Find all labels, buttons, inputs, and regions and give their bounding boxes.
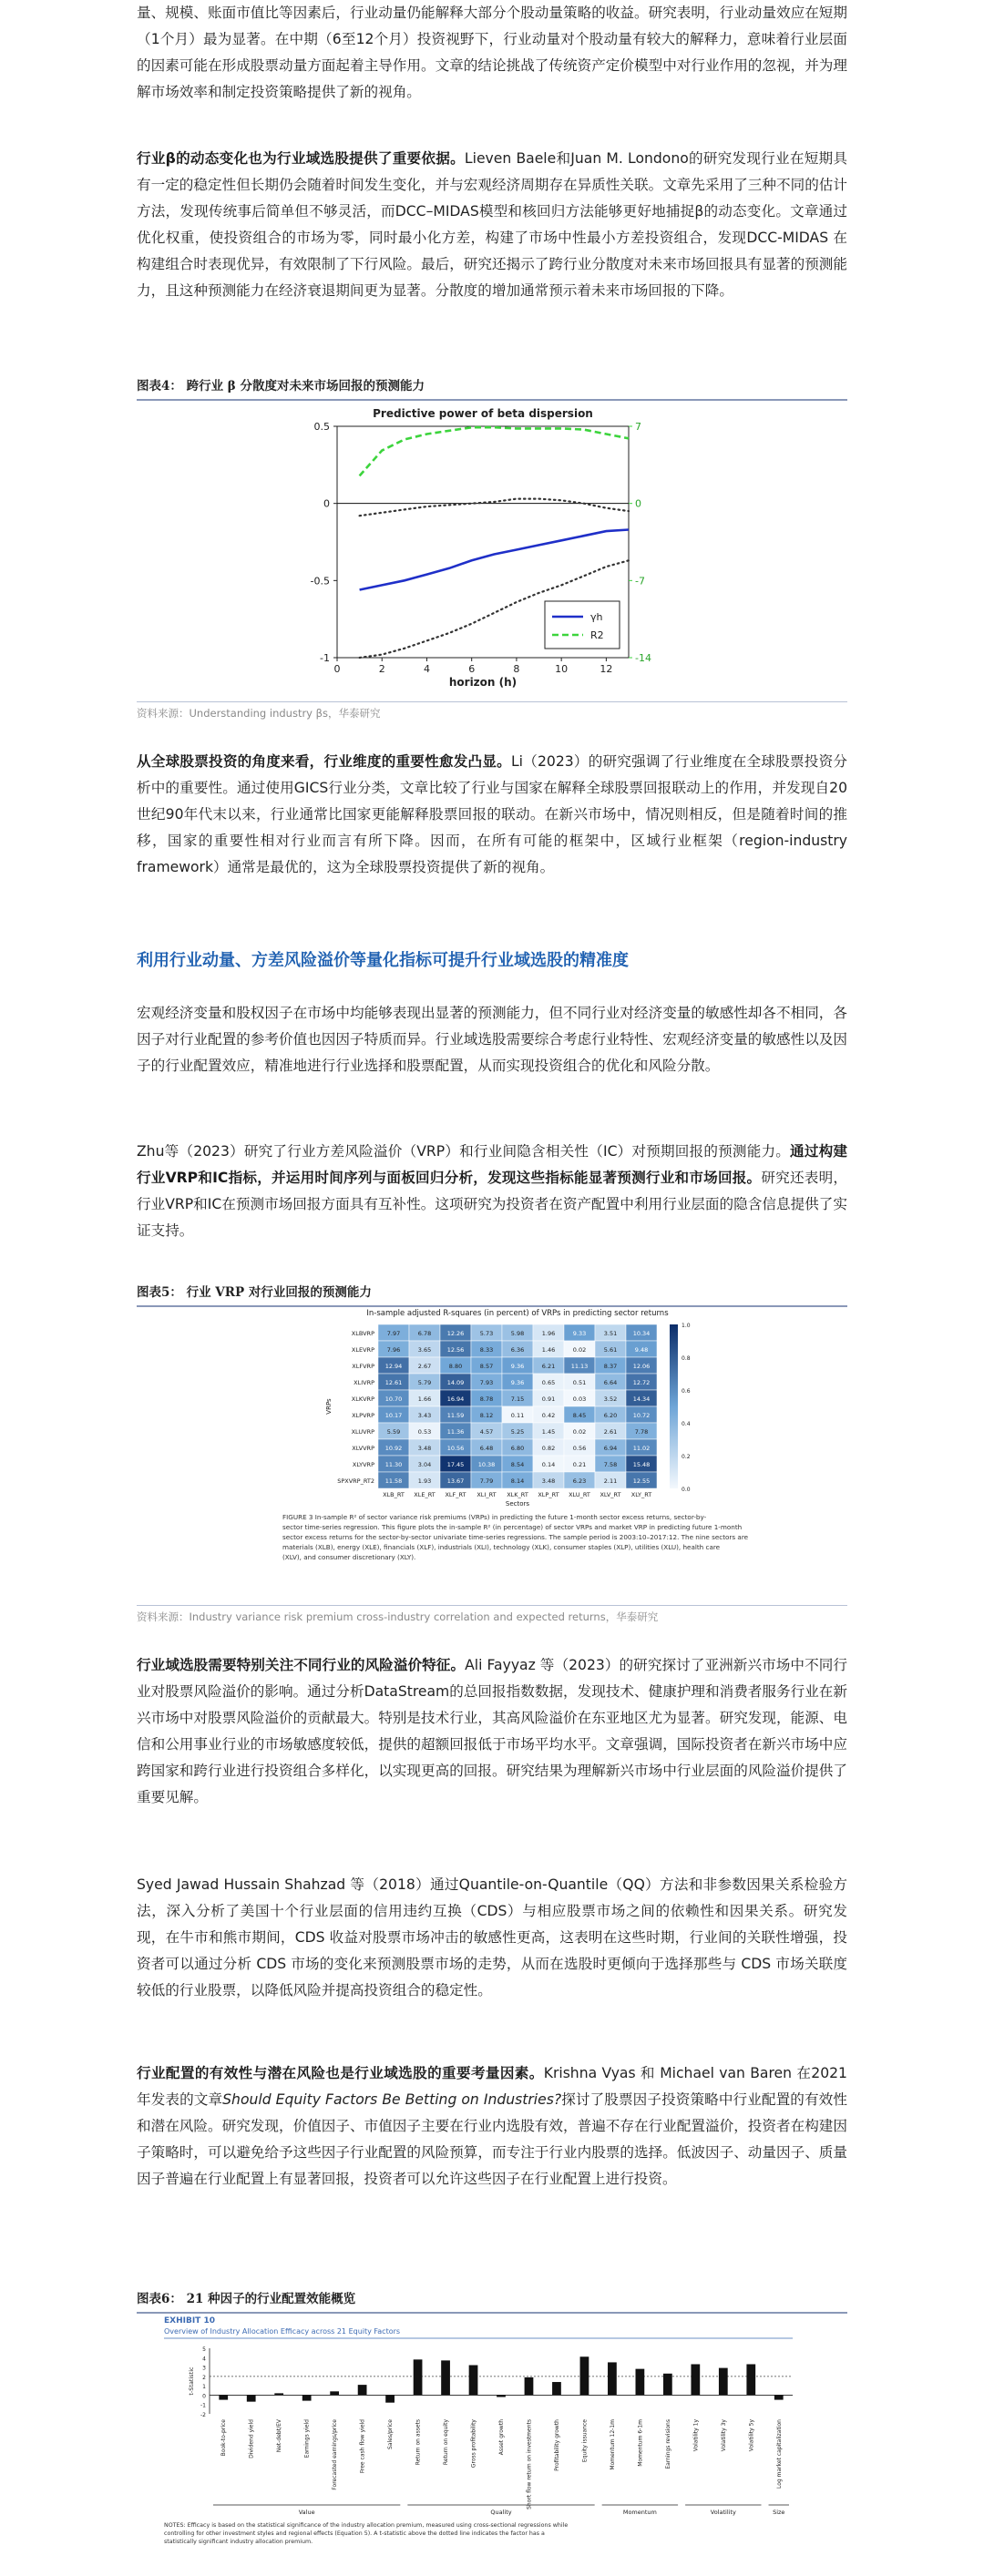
body-text: Ali Fayyaz 等（2023）的研究探讨了亚洲新兴市场中不同行业对股票风险溢价的影响。通过分析DataStream的总回报指数数据，发现技术、健康护理和消费者服务行业在新兴市场中对股票风险溢价的贡献最大。特别是技术行业，其高风险溢价在东亚地区尤为显著。研究发现，能源、电信和公用事业行业的市场敏感度较低，提供的超额回报低于市场平均水平。文章强调，国际投资者在新兴市场中应跨国家和跨行业进行投资组合多样化，以实现更高的回报。研究结果为理解新兴市场中行业层面的风险溢价提供了重要见解。 xyxy=(137,1657,847,1805)
cell-value: 10.70 xyxy=(384,1395,403,1403)
column-label: XLV_RT xyxy=(600,1491,621,1498)
column-label: XLB_RT xyxy=(383,1491,405,1498)
cell-value: 14.34 xyxy=(632,1395,651,1403)
cell-value: 5.79 xyxy=(417,1379,432,1386)
figure-6-chart xyxy=(137,2312,847,2571)
cell-value: 3.48 xyxy=(541,1477,556,1485)
category-label: Momentum 6-1m xyxy=(637,2419,644,2467)
figure-4-chart xyxy=(137,401,847,701)
cell-value: 3.65 xyxy=(417,1346,432,1354)
cell-value: 10.92 xyxy=(384,1445,403,1452)
row-label: XLKVRP xyxy=(351,1395,374,1403)
lead-sentence: 行业配置的有效性与潜在风险也是行业域选股的重要考量因素。 xyxy=(137,2065,544,2081)
cell-value: 2.61 xyxy=(603,1428,618,1436)
cell-value: 7.79 xyxy=(479,1477,494,1485)
category-label: Forecasted earnings/price xyxy=(332,2419,339,2490)
factor-bar xyxy=(774,2395,784,2399)
category-label: Equity issuance xyxy=(581,2419,589,2463)
category-label: Net-debt/EV xyxy=(276,2419,283,2453)
factor-bar xyxy=(580,2356,589,2395)
figure-5-source: 资料来源：Industry variance risk premium cross-industry correlation and expected returns，华泰研究 xyxy=(137,1605,847,1624)
cell-value: 7.78 xyxy=(634,1428,649,1436)
body-text: Krishna Vyas 和 Michael van Baren 在2021年发表的文章 xyxy=(137,2065,847,2108)
y-tick-label: 4 xyxy=(202,2356,206,2363)
factor-bar xyxy=(469,2366,478,2396)
colorbar-tick: 0.6 xyxy=(682,1388,691,1395)
column-label: XLI_RT xyxy=(477,1491,497,1498)
category-label: Momentum 12-1m xyxy=(609,2419,616,2470)
cell-value: 11.59 xyxy=(446,1412,465,1419)
factor-bar xyxy=(552,2382,561,2395)
paragraph-macro-variables: 宏观经济变量和股权因子在市场中均能够表现出显著的预测能力，但不同行业对经济变量的敏感性却各不相同，各因子对行业配置的参考价值也因因子特质而异。行业域选股需要综合考虑行业特性、宏观经济变量的敏感性以及因子的行业配置效应，精准地进行行业选择和股票配置，从而实现投资组合的优化和风险分散。 xyxy=(137,1005,847,1074)
category-label: Dividend yield xyxy=(248,2419,255,2458)
cell-value: 3.04 xyxy=(417,1461,432,1468)
cell-value: 8.14 xyxy=(510,1477,525,1485)
row-label: XLEVRP xyxy=(351,1346,374,1354)
cell-value: 8.33 xyxy=(479,1346,494,1354)
cell-value: 9.36 xyxy=(510,1379,525,1386)
column-label: XLF_RT xyxy=(445,1491,466,1498)
cell-value: 6.20 xyxy=(603,1412,618,1419)
cell-value: 5.98 xyxy=(510,1330,525,1337)
x-tick-label: 2 xyxy=(378,663,385,675)
cell-value: 10.56 xyxy=(446,1445,465,1452)
cell-value: 6.80 xyxy=(510,1445,525,1452)
cell-value: 0.51 xyxy=(572,1379,587,1386)
exhibit-title: Overview of Industry Allocation Efficacy across 21 Equity Factors xyxy=(164,2327,401,2336)
cell-value: 1.45 xyxy=(541,1428,556,1436)
section-heading: 利用行业动量、方差风险溢价等量化指标可提升行业域选股的精准度 xyxy=(137,951,629,970)
cell-value: 5.73 xyxy=(479,1330,494,1337)
y-tick-label-left: 0 xyxy=(323,497,330,510)
x-axis-label: Sectors xyxy=(505,1500,530,1508)
cell-value: 1.46 xyxy=(541,1346,556,1354)
cell-value: 7.15 xyxy=(510,1395,525,1403)
factor-bar xyxy=(247,2395,256,2401)
cell-value: 0.11 xyxy=(510,1412,525,1419)
exhibit-label: EXHIBIT 10 xyxy=(164,2316,215,2326)
category-label: Volatility 5y xyxy=(748,2419,755,2452)
cell-value: 6.64 xyxy=(603,1379,618,1386)
y-tick-label-left: -1 xyxy=(320,652,330,664)
cell-value: 0.42 xyxy=(541,1412,556,1419)
y-tick-label-right: 7 xyxy=(635,421,641,433)
cell-value: 0.56 xyxy=(572,1445,587,1452)
category-label: Short flow return on investments xyxy=(526,2419,533,2510)
paragraph-risk-premium xyxy=(137,1652,847,1811)
cell-value: 16.94 xyxy=(446,1395,465,1403)
row-label: SPXVRP_RT2 xyxy=(337,1477,374,1485)
factor-bar xyxy=(219,2395,228,2399)
y-tick-label-right: 0 xyxy=(635,497,641,510)
row-label: XLPVRP xyxy=(352,1412,374,1419)
cell-value: 10.34 xyxy=(632,1330,651,1337)
y-tick-label: 3 xyxy=(202,2365,206,2372)
x-axis-label: horizon (h) xyxy=(448,676,518,689)
y-tick-label: 2 xyxy=(202,2374,206,2381)
cell-value: 8.37 xyxy=(603,1363,618,1370)
cell-value: 11.30 xyxy=(384,1461,403,1468)
cell-value: 8.80 xyxy=(448,1363,463,1370)
body-text: Lieven Baele和Juan M. Londono的研究发现行业在短期具有一定的稳定性但长期仍会随着时间发生变化，并与宏观经济周期存在异质性关联。文章先采用了三种不同的估计方法，发现传统事后简单但不够灵活，而DCC–MIDAS模型和核回归方法能够更好地捕捉β的动态变化。文章通过优化权重，使投资组合的市场为零，同时最小化方差，构建了市场中性最小方差投资组合，发现DCC-MIDAS 在构建组合时表现优异，有效限制了下行风险。最后，研究还揭示了跨行业分散度对未来市场回报具有显著的预测能力，且这种预测能力在经济衰退期间更为显著。分散度的增加通常预示着未来市场回报的下降。 xyxy=(137,150,847,299)
exhibit-note-line: statistically significant industry allocation premium. xyxy=(164,2539,313,2545)
factor-bar xyxy=(663,2374,672,2396)
y-tick-label-right: -7 xyxy=(635,575,645,588)
cell-value: 0.53 xyxy=(417,1428,432,1436)
legend-label-gamma: γh xyxy=(590,611,603,623)
figure-5-chart xyxy=(137,1304,847,1605)
cell-value: 0.21 xyxy=(572,1461,587,1468)
cell-value: 7.93 xyxy=(479,1379,494,1386)
exhibit-note-line: NOTES: Efficacy is based on the statistical significance of the industry allocation premium, measured using cross-sectional regressions while xyxy=(164,2522,569,2529)
cell-value: 12.72 xyxy=(632,1379,651,1386)
article-title: Should Equity Factors Be Betting on Industries? xyxy=(222,2091,562,2108)
x-tick-label: 10 xyxy=(555,663,569,675)
cell-value: 6.21 xyxy=(541,1363,556,1370)
cell-value: 11.13 xyxy=(570,1363,589,1370)
cell-value: 0.02 xyxy=(572,1428,587,1436)
category-label: Gross profitability xyxy=(470,2419,477,2469)
column-label: XLP_RT xyxy=(538,1491,559,1498)
factor-bar xyxy=(414,2359,423,2395)
paragraph-industry-allocation xyxy=(137,2060,847,2193)
factor-bar xyxy=(274,2393,283,2395)
cell-value: 6.23 xyxy=(572,1477,587,1485)
cell-value: 13.67 xyxy=(446,1477,465,1485)
category-label: Free cash flow yield xyxy=(359,2419,366,2474)
factor-bar xyxy=(636,2369,645,2396)
body-text: Zhu等（2023）研究了行业方差风险溢价（VRP）和行业间隐含相关性（IC）对预期回报的预测能力。 xyxy=(137,1143,791,1160)
row-label: XLVVRP xyxy=(352,1445,374,1452)
beta-dispersion-line-chart xyxy=(137,401,847,701)
factor-bar xyxy=(497,2395,506,2397)
cell-value: 9.36 xyxy=(510,1363,525,1370)
y-tick-label-right: -14 xyxy=(635,652,651,664)
cell-value: 10.72 xyxy=(632,1412,651,1419)
y-axis-label: VRPs xyxy=(325,1398,333,1415)
cell-value: 0.91 xyxy=(541,1395,556,1403)
figure-4-source: 资料来源：Understanding industry βs，华泰研究 xyxy=(137,701,847,721)
column-label: XLY_RT xyxy=(630,1491,652,1498)
x-tick-label: 8 xyxy=(513,663,520,675)
colorbar-tick: 0.2 xyxy=(682,1454,691,1460)
cell-value: 11.58 xyxy=(384,1477,403,1485)
factor-bar xyxy=(691,2364,700,2395)
figure-caption-line: sector time-series regression. This figure plots the in-sample R² (in percentage) of sector VRPs and market VRP in predicting future 1-month xyxy=(282,1523,743,1531)
body-text: 探讨了股票因子投资策略中行业配置的有效性和潜在风险。研究发现，价值因子、市值因子主要在行业内选股有效，普遍不存在行业配置溢价，投资者在构建因子策略时，可以避免给予这些因子行业配置的风险预算，而专注于行业内股票的选择。低波因子、动量因子、质量因子普遍在行业配置上有显著回报，投资者可以允许这些因子在行业配置上进行投资。 xyxy=(137,2091,847,2187)
body-text: Li（2023）的研究强调了行业维度在全球股票投资分析中的重要性。通过使用GICS行业分类，文章比较了行业与国家在解释全球股票回报联动上的作用，并发现自20世纪90年代末以来，行业通常比国家更能解释股票回报的联动。在新兴市场中，情况则相反，但是随着时间的推移，国家的重要性相对行业而言有所下降。因而，在所有可能的框架中，区域行业框架（region-industry framework）通常是最优的，这为全球股票投资提供了新的视角。 xyxy=(137,753,847,875)
row-label: XLFVRP xyxy=(352,1363,374,1370)
cell-value: 12.94 xyxy=(384,1363,403,1370)
cell-value: 8.78 xyxy=(479,1395,494,1403)
category-label: Earnings revisions xyxy=(664,2419,671,2469)
row-label: XLIVRP xyxy=(354,1379,374,1386)
cell-value: 12.56 xyxy=(446,1346,465,1354)
paragraph-global-industry xyxy=(137,749,847,881)
cell-value: 4.57 xyxy=(479,1428,494,1436)
group-label: Momentum xyxy=(622,2509,657,2516)
y-tick-label: 0 xyxy=(202,2393,206,2400)
cell-value: 17.45 xyxy=(446,1461,465,1468)
cell-value: 12.06 xyxy=(632,1363,651,1370)
category-label: Asset growth xyxy=(498,2419,505,2456)
lead-sentence: 行业域选股需要特别关注不同行业的风险溢价特征。 xyxy=(137,1657,466,1673)
cell-value: 6.78 xyxy=(417,1330,432,1337)
cell-value: 2.11 xyxy=(603,1477,618,1485)
paragraph-zhu-2023 xyxy=(137,1139,847,1244)
cell-value: 5.25 xyxy=(510,1428,525,1436)
cell-value: 5.61 xyxy=(603,1346,618,1354)
cell-value: 10.17 xyxy=(384,1412,403,1419)
vrp-heatmap xyxy=(137,1304,847,1605)
cell-value: 8.57 xyxy=(479,1363,494,1370)
category-label: Book-to-price xyxy=(220,2419,228,2457)
figure-caption-line: FIGURE 3 In-sample R² of sector variance risk premiums (VRPs) in predicting the future 1-month sector excess returns, sector-by- xyxy=(282,1513,707,1521)
emphasis-sentence: 通过构建行业VRP和IC指标，并运用时间序列与面板回归分析，发现这些指标能显著预测行业和市场回报。 xyxy=(137,1143,847,1186)
cell-value: 7.97 xyxy=(386,1330,401,1337)
factor-bar xyxy=(441,2360,450,2395)
cell-value: 3.48 xyxy=(417,1445,432,1452)
row-label: XLBVRP xyxy=(351,1330,374,1337)
heatmap-title: In-sample adjusted R-squares (in percent) of VRPs in predicting sector returns xyxy=(366,1309,669,1318)
legend-label-r2: R2 xyxy=(590,629,604,641)
paragraph-cds-qq: Syed Jawad Hussain Shahzad 等（2018）通过Quantile-on-Quantile（QQ）方法和非参数因果关系检验方法，深入分析了美国十个行业层面的信用违约互换（CDS）与相应股票市场之间的依赖性和因果关系。研究发现，在牛市和熊市期间，CDS 收益对股票市场冲击的敏感性更高，这表明在这些时期，行业间的关联性增强，投资者可以通过分析 CDS 市场的变化来预测股票市场的走势，从而在选股时更倾向于选择那些与 CDS 市场关联度较低的行业股票，以降低风险并提高投资组合的稳定性。 xyxy=(137,1876,847,1998)
cell-value: 0.14 xyxy=(541,1461,556,1468)
paragraph-industry-momentum: 量、规模、账面市值比等因素后，行业动量仍能解释大部分个股动量策略的收益。研究表明，行业动量效应在短期（1个月）最为显著。在中期（6至12个月）投资视野下，行业动量对个股动量有较大的解释力，意味着行业层面的因素可能在形成股票动量方面起着主导作用。文章的结论挑战了传统资产定价模型中对行业作用的忽视，并为理解市场效率和制定投资策略提供了新的视角。 xyxy=(137,5,847,100)
row-label: XLYVRP xyxy=(352,1461,374,1468)
factor-bar xyxy=(719,2368,728,2396)
colorbar-tick: 1.0 xyxy=(682,1323,691,1329)
figure-4-title: 图表4： 跨行业 β 分散度对未来市场回报的预测能力 xyxy=(137,375,847,401)
cell-value: 8.12 xyxy=(479,1412,494,1419)
cell-value: 8.54 xyxy=(510,1461,525,1468)
category-label: Earnings yield xyxy=(303,2419,311,2458)
cell-value: 0.65 xyxy=(541,1379,556,1386)
exhibit-note-line: controlling for other investment styles and regional effects (Equation 5). A t-statistic above the dotted line indicates the factor has a xyxy=(164,2530,545,2537)
cell-value: 12.55 xyxy=(632,1477,651,1485)
category-label: Profitability growth xyxy=(553,2419,560,2471)
cell-value: 1.66 xyxy=(417,1395,432,1403)
figure-caption-line: sector excess returns for the sector-by-sector univariate time-series regressions. The sample period is 2003:10–2017:12. The nine sectors are xyxy=(282,1533,749,1541)
cell-value: 15.48 xyxy=(632,1461,651,1468)
group-label: Volatility xyxy=(710,2509,736,2516)
category-label: Return on equity xyxy=(443,2419,450,2466)
cell-value: 3.52 xyxy=(603,1395,618,1403)
cell-value: 1.93 xyxy=(417,1477,432,1485)
x-tick-label: 6 xyxy=(468,663,476,675)
cell-value: 6.48 xyxy=(479,1445,494,1452)
colorbar-tick: 0.8 xyxy=(682,1355,691,1362)
category-label: Log market capitalization xyxy=(775,2419,783,2489)
factor-bar xyxy=(746,2364,755,2395)
cell-value: 3.51 xyxy=(603,1330,618,1337)
row-label: XLUVRP xyxy=(351,1428,374,1436)
cell-value: 6.94 xyxy=(603,1445,618,1452)
column-label: XLE_RT xyxy=(414,1491,436,1498)
category-label: Volatility 1y xyxy=(692,2419,700,2452)
factor-bar xyxy=(358,2385,367,2395)
cell-value: 12.61 xyxy=(384,1379,403,1386)
figure-6-title: 图表6： 21 种因子的行业配置效能概览 xyxy=(137,2288,847,2314)
figure-caption-line: materials (XLB), energy (XLE), financials (XLF), industrials (XLI), technology (XLK), consumer staples (XLP), utilities (XLU), health care xyxy=(282,1543,721,1551)
group-label: Quality xyxy=(490,2509,512,2516)
factor-bar xyxy=(302,2395,312,2400)
cell-value: 0.82 xyxy=(541,1445,556,1452)
cell-value: 2.67 xyxy=(417,1363,432,1370)
cell-value: 7.96 xyxy=(386,1346,401,1354)
cell-value: 11.02 xyxy=(632,1445,651,1452)
cell-value: 5.59 xyxy=(386,1428,401,1436)
cell-value: 6.36 xyxy=(510,1346,525,1354)
colorbar xyxy=(670,1324,678,1488)
cell-value: 0.02 xyxy=(572,1346,587,1354)
cell-value: 0.03 xyxy=(572,1395,587,1403)
colorbar-tick: 0.4 xyxy=(682,1421,691,1427)
cell-value: 12.26 xyxy=(446,1330,465,1337)
paragraph-industry-beta xyxy=(137,146,847,304)
category-label: Volatility 3y xyxy=(720,2419,727,2452)
cell-value: 11.36 xyxy=(446,1428,465,1436)
factor-bar xyxy=(525,2377,534,2396)
body-text: 研究还表明，行业VRP和IC在预测市场回报方面具有互补性。这项研究为投资者在资产配置中利用行业层面的隐含信息提供了实证支持。 xyxy=(137,1170,847,1239)
figure-5-title: 图表5： 行业 VRP 对行业回报的预测能力 xyxy=(137,1282,847,1307)
cell-value: 9.48 xyxy=(634,1346,649,1354)
cell-value: 8.45 xyxy=(572,1412,587,1419)
figure-caption-line: (XLV), and consumer discretionary (XLY). xyxy=(282,1553,416,1561)
factor-bar xyxy=(608,2362,617,2395)
colorbar-tick: 0.0 xyxy=(682,1487,691,1493)
y-tick-label-left: 0.5 xyxy=(313,421,330,433)
y-tick-label: 5 xyxy=(202,2346,206,2353)
x-tick-label: 0 xyxy=(333,663,341,675)
cell-value: 10.38 xyxy=(477,1461,496,1468)
category-label: Sales/price xyxy=(387,2419,395,2449)
y-tick-label: 1 xyxy=(202,2384,206,2391)
group-label: Size xyxy=(773,2509,785,2516)
factor-bar xyxy=(385,2395,395,2402)
lead-sentence: 行业β的动态变化也为行业域选股提供了重要依据。 xyxy=(137,150,465,167)
chart-title: Predictive power of beta dispersion xyxy=(373,407,593,420)
y-tick-label-left: -0.5 xyxy=(310,575,330,588)
y-axis-label: t-Statistic xyxy=(188,2366,195,2396)
factor-bar xyxy=(330,2391,339,2395)
column-label: XLU_RT xyxy=(569,1491,590,1498)
y-tick-label: -1 xyxy=(200,2402,206,2409)
cell-value: 7.58 xyxy=(603,1461,618,1468)
group-label: Value xyxy=(298,2509,315,2516)
x-tick-label: 12 xyxy=(600,663,613,675)
y-tick-label: -2 xyxy=(200,2412,206,2418)
cell-value: 14.09 xyxy=(446,1379,465,1386)
cell-value: 9.33 xyxy=(572,1330,587,1337)
factor-efficacy-bar-chart xyxy=(137,2312,847,2571)
legend-box xyxy=(545,601,620,649)
x-tick-label: 4 xyxy=(423,663,430,675)
column-label: XLK_RT xyxy=(507,1491,528,1498)
cell-value: 3.43 xyxy=(417,1412,432,1419)
cell-value: 1.96 xyxy=(541,1330,556,1337)
lead-sentence: 从全球股票投资的角度来看，行业维度的重要性愈发凸显。 xyxy=(137,753,511,770)
category-label: Return on assets xyxy=(415,2419,422,2466)
